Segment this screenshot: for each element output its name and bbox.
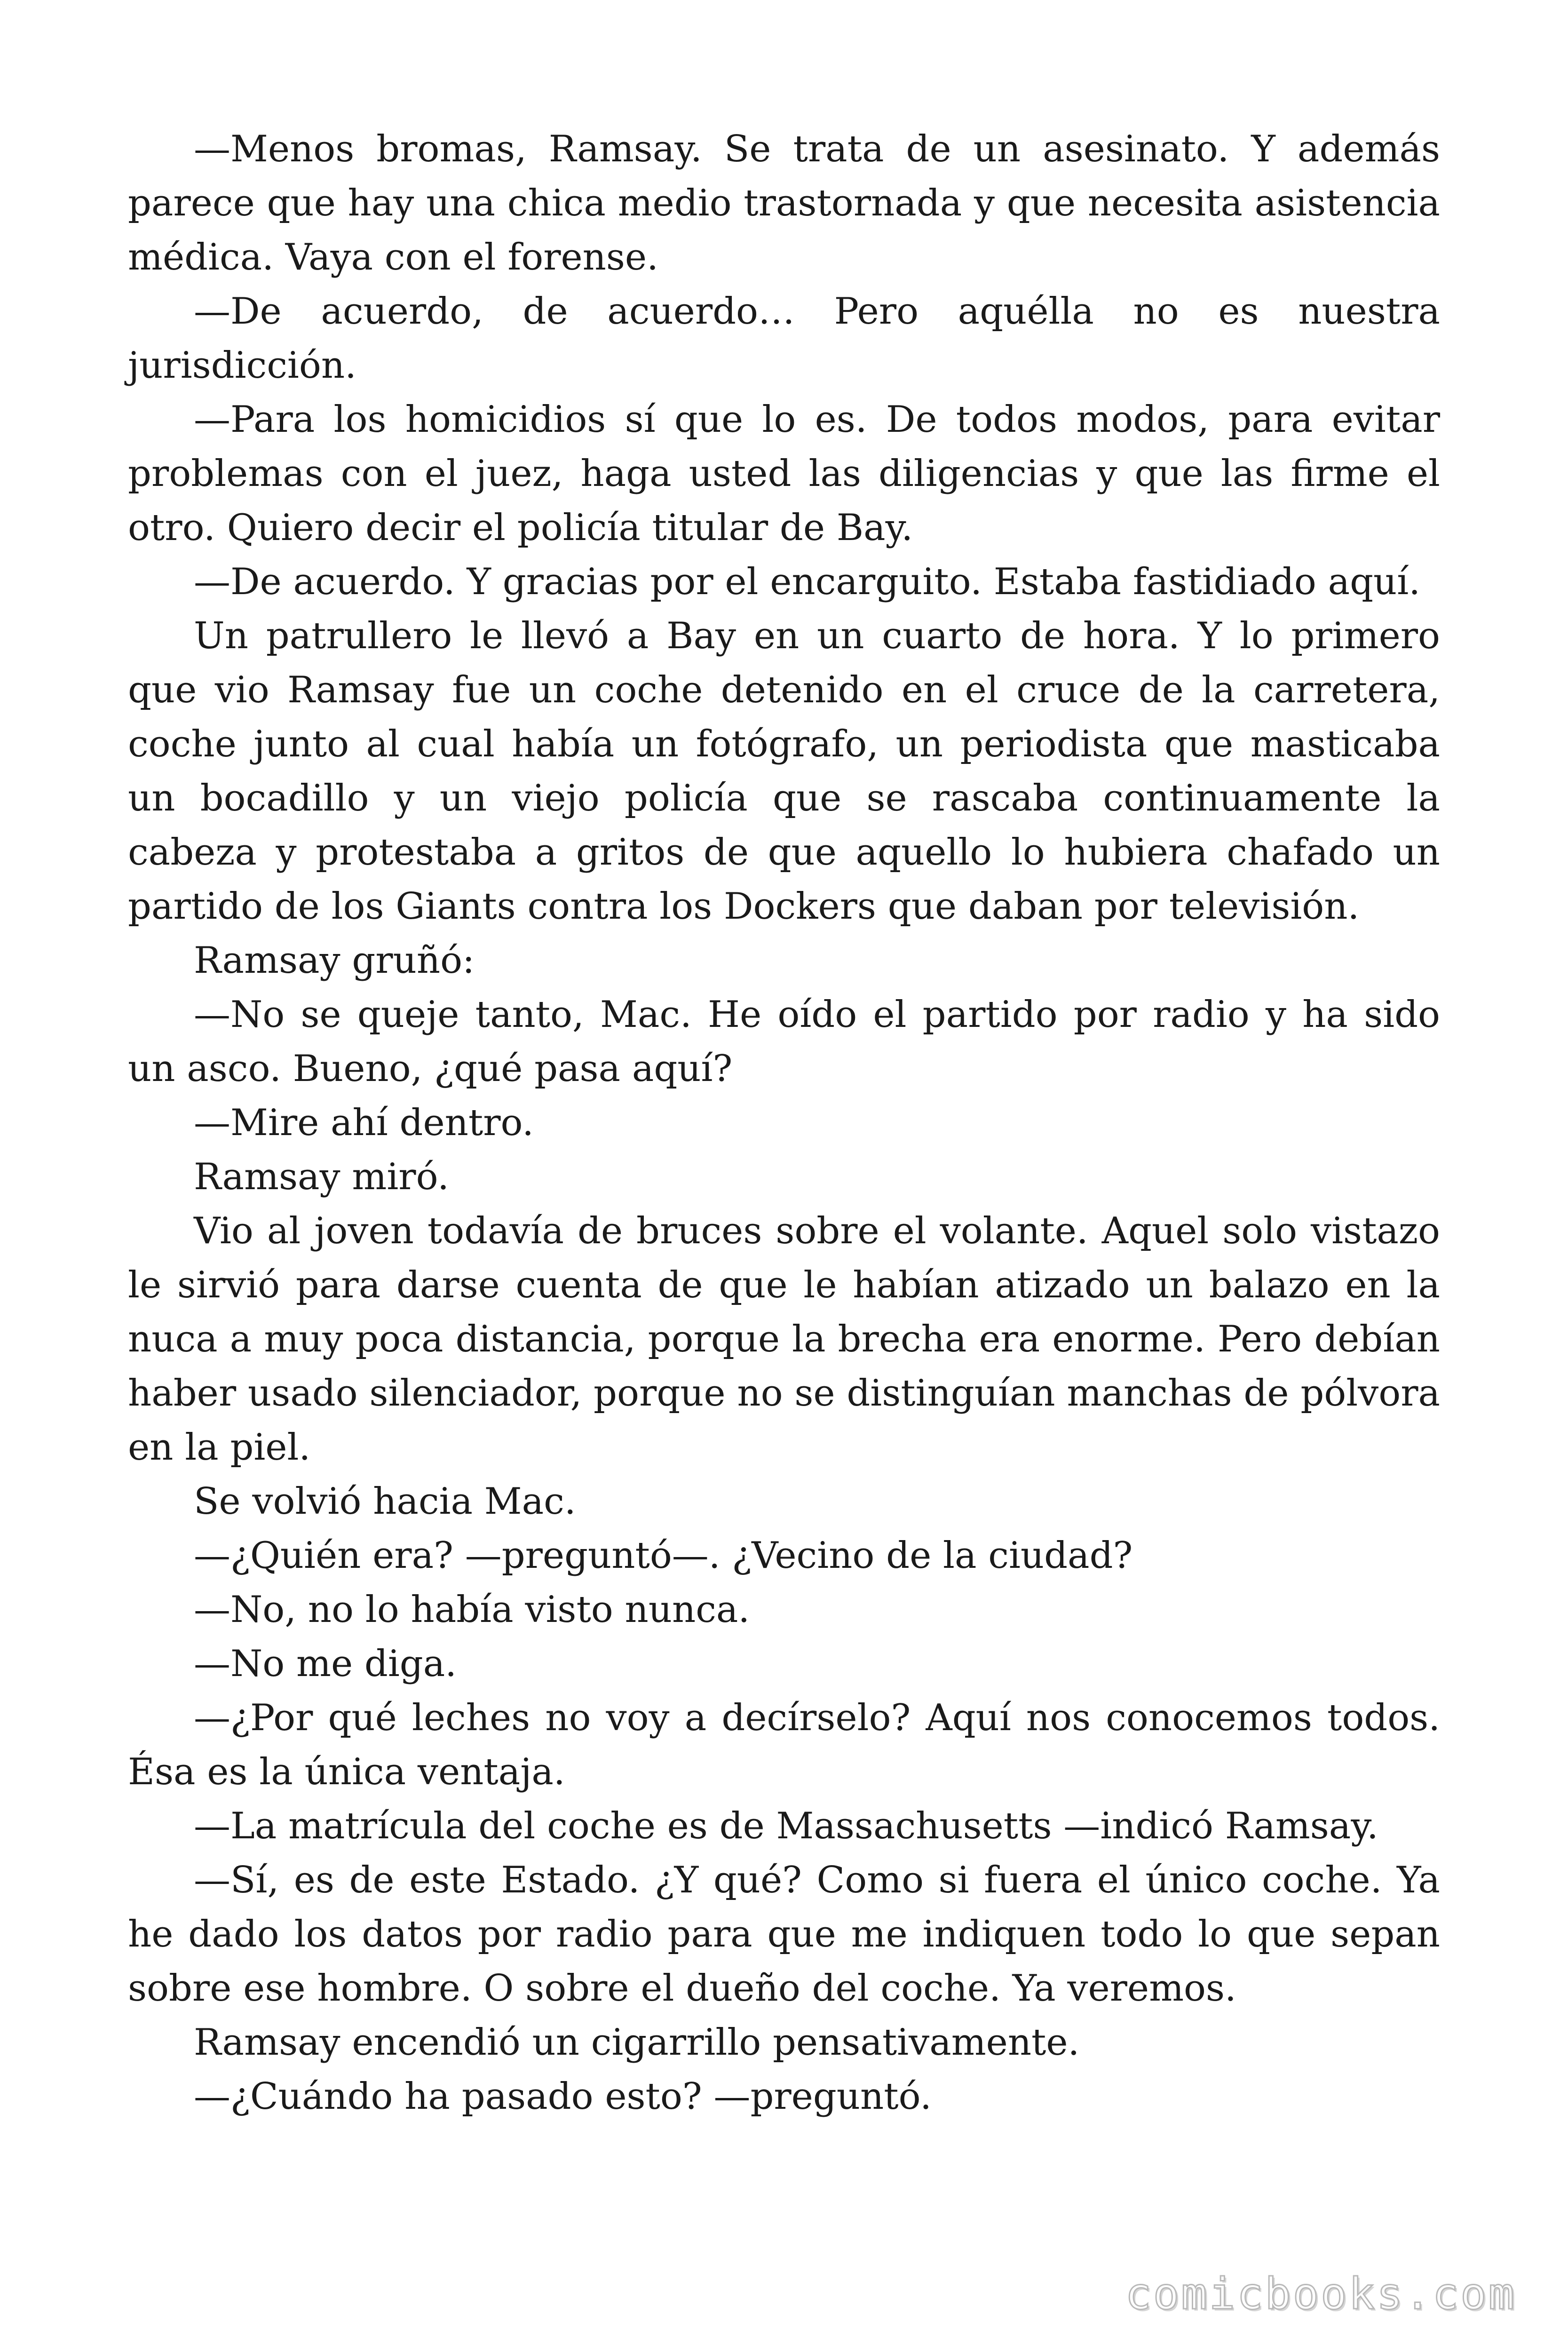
paragraph: —De acuerdo, de acuerdo… Pero aquélla no es nuestra jurisdicción. [128,290,1440,387]
watermark: comicbooks.com [1125,2269,1516,2319]
paragraph: —Para los homicidios sí que lo es. De todos modos, para evitar problemas con el juez, haga usted las diligencias y que las firme el otro. Quiero decir el policía titular de Bay. [128,398,1440,549]
paragraph: —No se queje tanto, Mac. He oído el partido por radio y ha sido un asco. Bueno, ¿qué pasa aquí? [128,993,1440,1090]
paragraph: —No, no lo había visto nunca. [194,1589,750,1631]
paragraph: Ramsay miró. [194,1156,449,1198]
paragraph: —¿Por qué leches no voy a decírselo? Aquí nos conocemos todos. Ésa es la única ventaja. [128,1697,1440,1793]
page-body [128,122,1440,2124]
paragraph: —¿Cuándo ha pasado esto? —preguntó. [194,2075,932,2118]
paragraph: Ramsay encendió un cigarrillo pensativamente. [194,2021,1080,2064]
paragraph: —No me diga. [194,1643,457,1685]
paragraph: —De acuerdo. Y gracias por el encarguito. Estaba fastidiado aquí. [194,561,1421,603]
paragraph: —La matrícula del coche es de Massachusetts —indicó Ramsay. [194,1805,1378,1847]
paragraph: Se volvió hacia Mac. [194,1480,576,1523]
paragraph: Un patrullero le llevó a Bay en un cuarto de hora. Y lo primero que vio Ramsay fue un coche detenido en el cruce de la carretera, coche junto al cual había un fotógrafo, un periodista que masticaba un bocadillo y un viejo policía que se rascaba continuamente la cabeza y protestaba a gritos de que aquello lo hubiera chafado un partido de los Giants contra los Dockers que daban por televisión. [128,615,1440,928]
paragraph: —Sí, es de este Estado. ¿Y qué? Como si fuera el único coche. Ya he dado los datos por radio para que me indiquen todo lo que sepan sobre ese hombre. O sobre el dueño del coche. Ya veremos. [128,1859,1440,2010]
paragraph: —Menos bromas, Ramsay. Se trata de un asesinato. Y además parece que hay una chica medio trastornada y que necesita asistencia médica. Vaya con el forense. [128,128,1440,278]
paragraph: —¿Quién era? —preguntó—. ¿Vecino de la ciudad? [194,1534,1133,1577]
paragraph: Ramsay gruñó: [194,939,475,982]
paragraph: Vio al joven todavía de bruces sobre el volante. Aquel solo vistazo le sirvió para darse cuenta de que le habían atizado un balazo en la nuca a muy poca distancia, porque la brecha era enorme. Pero debían haber usado silenciador, porque no se distinguían manchas de pólvora en la piel. [128,1210,1440,1469]
paragraph: —Mire ahí dentro. [194,1102,534,1144]
